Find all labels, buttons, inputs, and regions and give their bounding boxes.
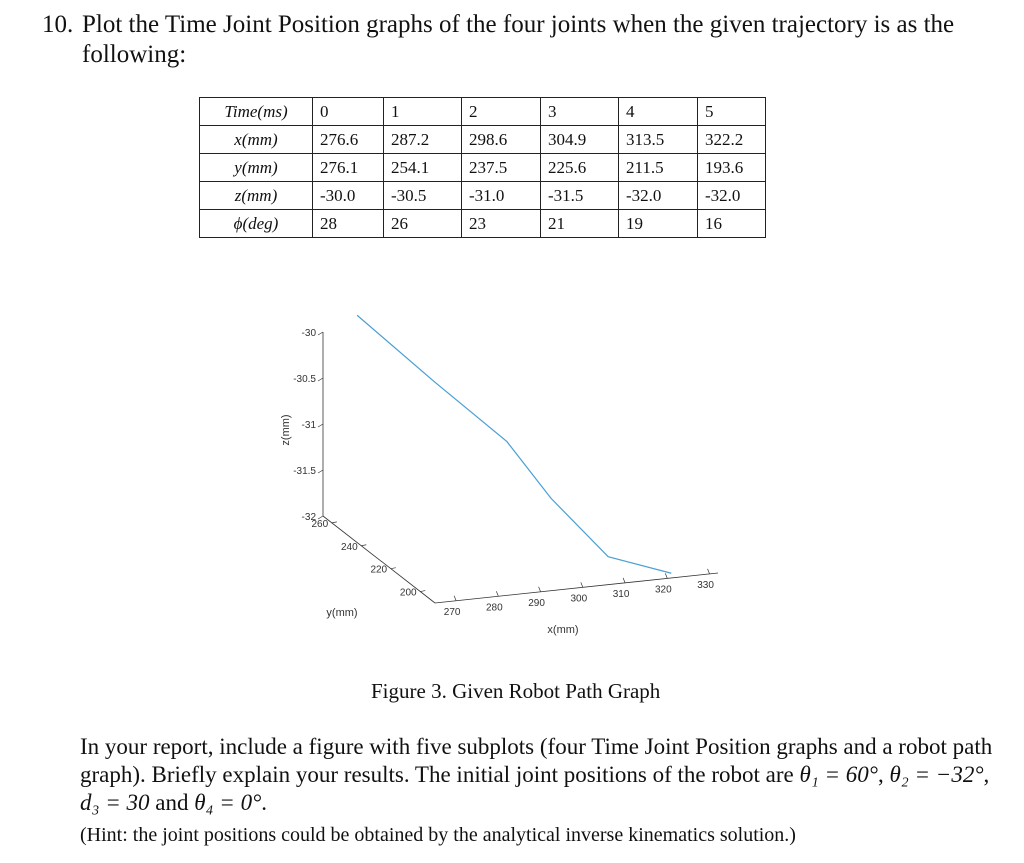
chart-axes <box>323 332 718 603</box>
y-tick-mark <box>332 522 337 523</box>
chart-series <box>357 315 671 573</box>
z-tick-mark <box>318 378 323 381</box>
z-tick-label: -32 <box>301 512 316 523</box>
x-tick-label: 330 <box>697 579 714 591</box>
y-tick-label: 260 <box>311 518 329 530</box>
report-text: In your report, include a figure with five subplots (four Time Joint Position graphs and a robot path graph). Briefly explain your results. The initial joint positions of the robot are <box>80 734 993 787</box>
separator-text: , <box>877 762 890 787</box>
table-cell: 23 <box>462 210 541 238</box>
table-row <box>200 154 766 182</box>
table-cell: 19 <box>619 210 698 238</box>
table-cell: 16 <box>698 210 766 238</box>
x-tick-label: 320 <box>654 584 672 596</box>
table-cell: -32.0 <box>619 182 698 210</box>
theta1-value: θ₁ = 60° <box>799 762 878 787</box>
table-cell: -31.5 <box>541 182 619 210</box>
y-axis-line <box>323 516 435 603</box>
table-cell: 211.5 <box>619 154 698 182</box>
table-cell: 225.6 <box>541 154 619 182</box>
x-tick-mark <box>623 578 625 583</box>
x-tick-label: 280 <box>486 602 503 614</box>
row-label: z(mm) <box>200 182 313 210</box>
x-tick-mark <box>708 569 710 574</box>
table-cell: 313.5 <box>619 126 698 154</box>
table-cell: 322.2 <box>698 126 766 154</box>
x-tick-mark <box>496 591 498 596</box>
y-axis-label: y(mm) <box>326 607 358 619</box>
row-label: Time(ms) <box>200 98 313 126</box>
z-tick-mark <box>318 470 323 473</box>
table-cell: 5 <box>698 98 766 126</box>
y-tick-label: 220 <box>370 564 388 576</box>
chart-ticks <box>293 328 714 618</box>
trajectory-table <box>199 97 766 238</box>
theta2-value: θ₂ = −32° <box>889 762 984 787</box>
robot-path-line <box>357 315 671 573</box>
row-label: y(mm) <box>200 154 313 182</box>
table-row <box>200 98 766 126</box>
table-cell: -31.0 <box>462 182 541 210</box>
theta4-value: θ₄ = 0° <box>194 790 262 815</box>
d3-value: d₃ = 30 <box>80 790 150 815</box>
x-axis-label: x(mm) <box>547 624 579 636</box>
table-cell: 276.1 <box>313 154 384 182</box>
table-cell: 193.6 <box>698 154 766 182</box>
table-cell: 237.5 <box>462 154 541 182</box>
z-tick-label: -31.5 <box>293 466 316 477</box>
table-cell: 254.1 <box>384 154 462 182</box>
figure-caption: Figure 3. Given Robot Path Graph <box>371 679 661 703</box>
separator-text: , <box>983 762 990 787</box>
table-cell: 0 <box>313 98 384 126</box>
table-cell: 21 <box>541 210 619 238</box>
table-cell: -30.5 <box>384 182 462 210</box>
z-tick-label: -30.5 <box>293 374 316 385</box>
z-tick-label: -30 <box>301 328 316 339</box>
table-row <box>200 182 766 210</box>
question-number: 10. <box>42 11 74 38</box>
robot-path-chart <box>270 300 760 650</box>
and-text: and <box>149 790 195 815</box>
table-cell: 276.6 <box>313 126 384 154</box>
y-tick-label: 240 <box>340 541 358 553</box>
hint-text: (Hint: the joint positions could be obtained by the analytical inverse kinematics solution.) <box>80 824 796 846</box>
end-text: . <box>261 790 268 815</box>
table-cell: 298.6 <box>462 126 541 154</box>
x-tick-mark <box>581 582 583 587</box>
x-tick-label: 270 <box>443 606 461 618</box>
table-cell: 28 <box>313 210 384 238</box>
table-row <box>200 126 766 154</box>
z-axis-label: z(mm) <box>280 414 292 446</box>
x-tick-label: 310 <box>612 588 630 600</box>
question-title <box>42 10 1002 70</box>
x-tick-mark <box>539 587 541 592</box>
x-tick-label: 290 <box>528 597 545 609</box>
z-tick-mark <box>318 424 323 427</box>
x-tick-mark <box>454 596 456 601</box>
x-tick-mark <box>665 573 667 578</box>
y-tick-mark <box>391 568 396 569</box>
table-cell: 26 <box>384 210 462 238</box>
table-cell: 287.2 <box>384 126 462 154</box>
table-cell: 3 <box>541 98 619 126</box>
table-cell: -30.0 <box>313 182 384 210</box>
table-cell: 4 <box>619 98 698 126</box>
table-cell: 2 <box>462 98 541 126</box>
x-tick-label: 300 <box>570 593 588 605</box>
table-cell: 1 <box>384 98 462 126</box>
y-tick-label: 200 <box>399 587 417 599</box>
y-tick-mark <box>420 591 425 592</box>
report-instructions <box>80 733 1000 817</box>
row-label: x(mm) <box>200 126 313 154</box>
table-row <box>200 210 766 238</box>
z-tick-label: -31 <box>301 420 316 431</box>
table-cell: -32.0 <box>698 182 766 210</box>
table-cell: 304.9 <box>541 126 619 154</box>
question-text: Plot the Time Joint Position graphs of the four joints when the given trajectory is as the following: <box>82 11 955 68</box>
z-tick-mark <box>318 332 323 335</box>
y-tick-mark <box>361 545 366 546</box>
row-label: ϕ(deg) <box>200 210 313 238</box>
